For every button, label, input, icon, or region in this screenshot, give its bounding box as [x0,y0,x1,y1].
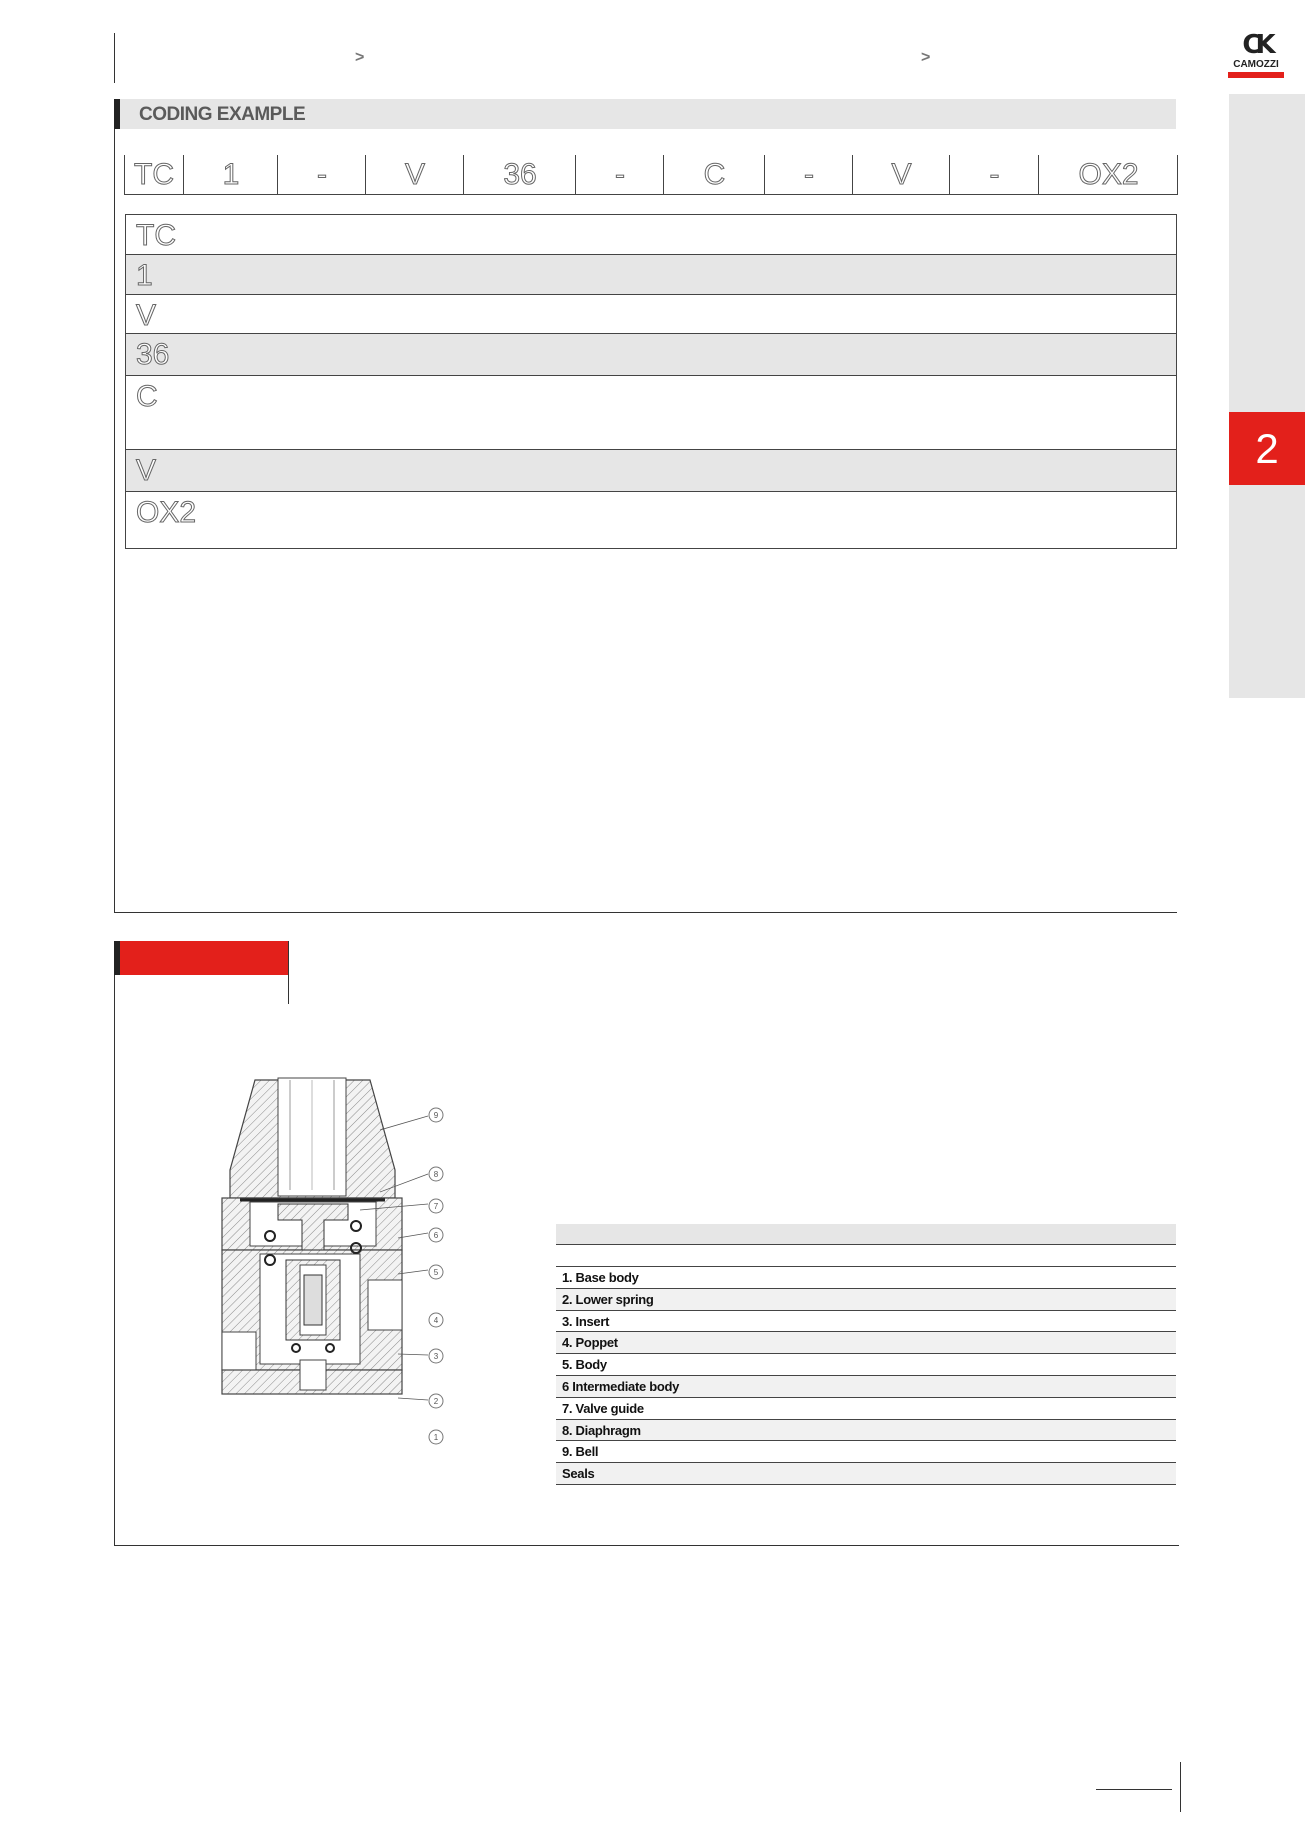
coding-section-header [114,99,1176,129]
parts-list-subheader [556,1245,1176,1267]
logo-mark: CK [1242,30,1270,60]
code-segment: - [277,155,366,194]
coding-row: 1 [126,254,1176,294]
tab-divider [288,941,289,1004]
parts-list-item: 6 Intermediate body [556,1376,1176,1398]
svg-text:9: 9 [433,1111,439,1120]
parts-list-item: Seals [556,1463,1176,1485]
parts-list-item: 7. Valve guide [556,1398,1176,1420]
parts-list-item: 2. Lower spring [556,1289,1176,1311]
poppet [304,1275,322,1325]
coding-rows-table [125,214,1177,549]
code-segment: OX2 [1038,155,1178,194]
callout-3 [429,1349,443,1363]
coding-row: 36 [126,333,1176,375]
footer-rule [1096,1789,1172,1790]
callout-1 [429,1430,443,1444]
svg-text:3: 3 [433,1352,439,1361]
callout-7 [429,1199,443,1213]
coding-row: OX2 [126,491,1176,548]
camozzi-logo [1228,32,1284,78]
svg-text:6: 6 [433,1231,439,1240]
code-segment: 36 [463,155,576,194]
parts-list-table [556,1224,1176,1485]
code-segment: - [575,155,664,194]
callout-2 [429,1394,443,1408]
callout-6 [429,1228,443,1242]
coding-row: V [126,294,1176,333]
callout-5 [429,1265,443,1279]
parts-list-item: 9. Bell [556,1441,1176,1463]
logo-text: CAMOZZI [1233,59,1279,70]
parts-list-item: 8. Diaphragm [556,1420,1176,1442]
coding-row: C [126,375,1176,449]
code-segment: TC [134,158,174,191]
callout-8 [429,1167,443,1181]
footer-divider [1180,1762,1181,1812]
coding-row: V [126,449,1176,491]
code-strip [124,155,1178,195]
svg-text:1: 1 [433,1433,439,1442]
svg-text:5: 5 [433,1268,439,1277]
code-segment: V [852,155,950,194]
valve-cross-section-drawing [220,1070,460,1450]
svg-text:4: 4 [433,1316,439,1325]
parts-list-item: 5. Body [556,1354,1176,1376]
construction-section-tab [114,941,288,975]
chapter-number: 2 [1229,412,1305,485]
code-segment: 1 [183,155,278,194]
header-divider [114,33,115,83]
callout-9 [429,1108,443,1122]
code-segment: C [663,155,765,194]
tab-bar [114,941,120,975]
parts-list-header [556,1224,1176,1245]
svg-text:7: 7 [433,1202,439,1211]
coding-section-title: CODING EXAMPLE [139,104,306,125]
code-segment: - [949,155,1039,194]
parts-list-item: 1. Base body [556,1267,1176,1289]
header-bar [114,99,120,129]
svg-text:2: 2 [433,1397,439,1406]
parts-list-item: 4. Poppet [556,1332,1176,1354]
svg-text:8: 8 [433,1170,439,1179]
code-segment: V [365,155,464,194]
side-port-right [368,1280,402,1330]
logo-bar [1228,72,1284,78]
code-segment: - [764,155,853,194]
coding-row: TC [136,219,176,252]
parts-list-item: 3. Insert [556,1311,1176,1333]
breadcrumb-separator: > [921,49,931,66]
breadcrumb-separator: > [355,49,365,66]
callout-4 [429,1313,443,1327]
chapter-side-tab [1229,94,1305,698]
